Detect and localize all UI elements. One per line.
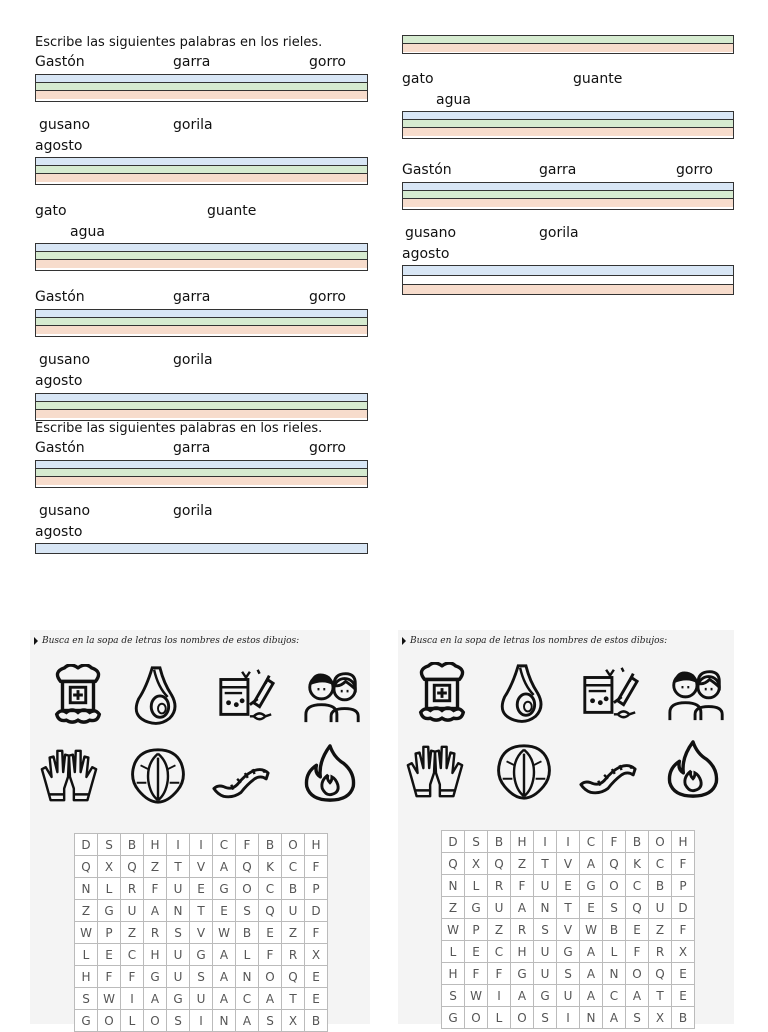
grid-cell: Z: [282, 922, 305, 944]
word-garra: garra: [173, 54, 211, 70]
grid-cell: S: [75, 988, 98, 1010]
word-garra: garra: [173, 289, 211, 305]
grid-cell: L: [98, 878, 121, 900]
word-gorila: gorila: [173, 503, 213, 519]
word-agosto: agosto: [402, 246, 450, 262]
grid-cell: A: [580, 963, 603, 985]
grid-cell: H: [511, 941, 534, 963]
grid-cell: P: [305, 878, 328, 900]
grid-cell: T: [282, 988, 305, 1010]
grid-cell: R: [144, 922, 167, 944]
grid-row: [442, 963, 695, 985]
grid-cell: E: [580, 897, 603, 919]
grid-cell: O: [144, 1010, 167, 1032]
grid-cell: E: [305, 966, 328, 988]
grid-cell: B: [488, 831, 511, 853]
word-guante: guante: [573, 71, 623, 87]
writing-rail: [35, 74, 368, 102]
word-gato: gato: [402, 71, 434, 87]
lettuce-icon: [127, 744, 189, 806]
grid-cell: W: [442, 919, 465, 941]
grid-row: [442, 831, 695, 853]
grid-cell: A: [213, 966, 236, 988]
children-icon: [666, 662, 728, 724]
grid-cell: G: [534, 985, 557, 1007]
candy-icon: [215, 664, 277, 726]
grid-row: [75, 834, 328, 856]
grid-cell: S: [236, 900, 259, 922]
grid-cell: C: [488, 941, 511, 963]
grid-cell: S: [626, 1007, 649, 1029]
grid-cell: U: [557, 985, 580, 1007]
grid-row: [75, 856, 328, 878]
grid-cell: A: [580, 985, 603, 1007]
word-gorro: gorro: [309, 289, 346, 305]
grid-cell: C: [259, 878, 282, 900]
grid-cell: N: [580, 1007, 603, 1029]
grid-row: [442, 1007, 695, 1029]
grid-cell: U: [534, 941, 557, 963]
grid-cell: D: [305, 900, 328, 922]
grid-cell: L: [236, 944, 259, 966]
grid-cell: O: [465, 1007, 488, 1029]
grid-row: [442, 941, 695, 963]
grid-cell: A: [213, 988, 236, 1010]
grid-cell: G: [75, 1010, 98, 1032]
word-gusano: gusano: [405, 225, 457, 241]
grid-cell: E: [259, 922, 282, 944]
grid-cell: V: [557, 919, 580, 941]
grid-cell: F: [259, 944, 282, 966]
grid-cell: L: [465, 875, 488, 897]
grid-cell: U: [167, 944, 190, 966]
grid-cell: A: [511, 897, 534, 919]
word-gaston: Gastón: [35, 289, 85, 305]
word-gaston: Gastón: [35, 440, 85, 456]
grid-cell: A: [580, 941, 603, 963]
word-agosto: agosto: [35, 524, 83, 540]
grid-cell: X: [305, 944, 328, 966]
bullet-icon: [34, 637, 38, 645]
grid-cell: G: [442, 1007, 465, 1029]
grid-row: [75, 988, 328, 1010]
grid-cell: Z: [511, 853, 534, 875]
grid-cell: H: [672, 831, 695, 853]
grid-cell: A: [580, 853, 603, 875]
grid-row: [75, 878, 328, 900]
grid-cell: O: [511, 1007, 534, 1029]
grid-cell: P: [98, 922, 121, 944]
wordsearch-panel: [30, 630, 370, 1028]
grid-cell: Z: [488, 919, 511, 941]
grid-cell: R: [649, 941, 672, 963]
grid-cell: O: [649, 831, 672, 853]
grid-cell: A: [626, 985, 649, 1007]
grid-cell: B: [626, 831, 649, 853]
grid-cell: E: [98, 944, 121, 966]
grid-cell: F: [672, 853, 695, 875]
grid-cell: C: [626, 875, 649, 897]
grid-cell: U: [534, 963, 557, 985]
grid-cell: N: [603, 963, 626, 985]
writing-rail: [402, 35, 734, 54]
word-agosto: agosto: [35, 138, 83, 154]
grid-cell: A: [236, 1010, 259, 1032]
word-gorro: gorro: [309, 54, 346, 70]
grid-cell: A: [603, 1007, 626, 1029]
grid-cell: T: [167, 856, 190, 878]
grid-cell: I: [488, 985, 511, 1007]
grid-cell: D: [75, 834, 98, 856]
grid-cell: E: [672, 963, 695, 985]
writing-rail: [35, 460, 368, 488]
grid-cell: B: [603, 919, 626, 941]
grid-cell: S: [98, 834, 121, 856]
grid-cell: W: [75, 922, 98, 944]
grid-cell: B: [259, 834, 282, 856]
lettuce-icon: [493, 740, 555, 802]
grid-cell: L: [488, 1007, 511, 1029]
grid-cell: I: [557, 1007, 580, 1029]
letter-grid: [74, 833, 328, 1032]
grid-cell: L: [75, 944, 98, 966]
grid-cell: S: [442, 985, 465, 1007]
grid-cell: F: [305, 856, 328, 878]
grid-cell: A: [144, 988, 167, 1010]
grid-cell: E: [626, 919, 649, 941]
grid-cell: C: [236, 988, 259, 1010]
grid-cell: A: [511, 985, 534, 1007]
grid-cell: Q: [121, 856, 144, 878]
fire-icon: [662, 738, 724, 800]
wordsearch-instruction: Busca en la sopa de letras los nombres de estos dibujos:: [402, 636, 667, 646]
word-gorila: gorila: [539, 225, 579, 241]
grid-row: [75, 966, 328, 988]
grid-cell: S: [534, 1007, 557, 1029]
writing-rail: [35, 543, 368, 554]
grid-cell: I: [167, 834, 190, 856]
grid-cell: X: [465, 853, 488, 875]
grid-cell: N: [534, 897, 557, 919]
grid-cell: Q: [75, 856, 98, 878]
grid-cell: U: [649, 897, 672, 919]
grid-cell: K: [626, 853, 649, 875]
grid-cell: T: [649, 985, 672, 1007]
grid-cell: F: [511, 875, 534, 897]
grid-cell: L: [442, 941, 465, 963]
grid-cell: G: [98, 900, 121, 922]
grid-cell: O: [626, 963, 649, 985]
grid-cell: H: [442, 963, 465, 985]
grid-cell: F: [603, 831, 626, 853]
grid-cell: S: [534, 919, 557, 941]
grid-cell: C: [580, 831, 603, 853]
grid-cell: Z: [442, 897, 465, 919]
grid-cell: S: [259, 1010, 282, 1032]
grid-cell: F: [121, 966, 144, 988]
grid-cell: H: [305, 834, 328, 856]
grid-cell: X: [282, 1010, 305, 1032]
grid-row: [442, 985, 695, 1007]
grid-cell: U: [190, 988, 213, 1010]
writing-rail: [402, 265, 734, 295]
grid-cell: E: [465, 941, 488, 963]
instruction-text: Escribe las siguientes palabras en los rieles.: [35, 35, 323, 50]
instruction-text: Escribe las siguientes palabras en los rieles.: [35, 421, 323, 436]
grid-cell: B: [121, 834, 144, 856]
grid-cell: G: [511, 963, 534, 985]
grid-cell: G: [144, 966, 167, 988]
grid-cell: T: [190, 900, 213, 922]
gloves-icon: [404, 740, 466, 802]
grid-cell: Q: [236, 856, 259, 878]
grid-cell: Z: [75, 900, 98, 922]
writing-rail: [35, 157, 368, 185]
grid-cell: F: [465, 963, 488, 985]
grid-cell: U: [488, 897, 511, 919]
grid-cell: X: [649, 1007, 672, 1029]
grid-cell: F: [236, 834, 259, 856]
grid-cell: X: [98, 856, 121, 878]
wordsearch-panel: [398, 630, 734, 1024]
grid-cell: U: [167, 878, 190, 900]
word-gorila: gorila: [173, 117, 213, 133]
grid-cell: Q: [442, 853, 465, 875]
grid-cell: H: [511, 831, 534, 853]
writing-rail: [402, 182, 734, 210]
grid-cell: F: [488, 963, 511, 985]
word-gaston: Gastón: [402, 162, 452, 178]
grid-cell: V: [190, 922, 213, 944]
grid-cell: E: [672, 985, 695, 1007]
grid-row: [442, 919, 695, 941]
grid-cell: P: [672, 875, 695, 897]
grid-cell: L: [121, 1010, 144, 1032]
grid-cell: I: [190, 1010, 213, 1032]
chef-hat-icon: [411, 662, 473, 724]
grid-cell: B: [236, 922, 259, 944]
bullet-icon: [402, 637, 406, 645]
grid-cell: F: [305, 922, 328, 944]
grid-cell: N: [236, 966, 259, 988]
grid-cell: Z: [649, 919, 672, 941]
grid-cell: A: [213, 944, 236, 966]
grid-cell: N: [213, 1010, 236, 1032]
children-icon: [302, 664, 364, 726]
grid-cell: U: [167, 966, 190, 988]
grid-cell: Z: [121, 922, 144, 944]
grid-cell: O: [282, 834, 305, 856]
grid-row: [75, 944, 328, 966]
grid-cell: A: [144, 900, 167, 922]
grid-cell: U: [534, 875, 557, 897]
grid-cell: Q: [488, 853, 511, 875]
grid-cell: W: [213, 922, 236, 944]
grid-cell: F: [98, 966, 121, 988]
grid-cell: G: [465, 897, 488, 919]
grid-cell: G: [190, 944, 213, 966]
grid-cell: H: [75, 966, 98, 988]
grid-row: [442, 875, 695, 897]
word-gorila: gorila: [173, 352, 213, 368]
grid-cell: I: [534, 831, 557, 853]
grid-cell: B: [649, 875, 672, 897]
grid-cell: C: [603, 985, 626, 1007]
grid-cell: C: [282, 856, 305, 878]
word-gaston: Gastón: [35, 54, 85, 70]
grid-cell: Q: [649, 963, 672, 985]
grid-cell: S: [167, 1010, 190, 1032]
grid-cell: C: [213, 834, 236, 856]
grid-cell: N: [442, 875, 465, 897]
grid-cell: C: [121, 944, 144, 966]
grid-cell: U: [121, 900, 144, 922]
word-gorro: gorro: [309, 440, 346, 456]
grid-cell: S: [190, 966, 213, 988]
grid-cell: E: [305, 988, 328, 1010]
grid-cell: H: [144, 834, 167, 856]
word-agua: agua: [70, 224, 105, 240]
grid-cell: F: [626, 941, 649, 963]
grid-cell: K: [259, 856, 282, 878]
grid-cell: N: [75, 878, 98, 900]
grid-cell: S: [557, 963, 580, 985]
grid-cell: R: [121, 878, 144, 900]
word-gusano: gusano: [39, 352, 91, 368]
grid-cell: E: [213, 900, 236, 922]
grid-row: [442, 853, 695, 875]
grid-cell: F: [672, 919, 695, 941]
chef-hat-icon: [47, 664, 109, 726]
avocado-icon: [127, 664, 189, 726]
grid-cell: Q: [282, 966, 305, 988]
word-gusano: gusano: [39, 503, 91, 519]
grid-cell: Q: [603, 853, 626, 875]
worm-icon: [210, 744, 272, 806]
grid-cell: L: [603, 941, 626, 963]
worm-icon: [577, 740, 639, 802]
grid-cell: P: [465, 919, 488, 941]
grid-cell: G: [557, 941, 580, 963]
word-agua: agua: [436, 92, 471, 108]
grid-cell: R: [511, 919, 534, 941]
grid-cell: F: [144, 878, 167, 900]
grid-cell: T: [534, 853, 557, 875]
grid-cell: H: [144, 944, 167, 966]
grid-cell: V: [557, 853, 580, 875]
grid-cell: B: [282, 878, 305, 900]
grid-cell: D: [672, 897, 695, 919]
grid-cell: I: [190, 834, 213, 856]
grid-cell: R: [488, 875, 511, 897]
grid-cell: V: [190, 856, 213, 878]
grid-row: [75, 922, 328, 944]
writing-rail: [35, 393, 368, 421]
grid-cell: T: [557, 897, 580, 919]
word-guante: guante: [207, 203, 257, 219]
grid-cell: I: [121, 988, 144, 1010]
grid-cell: W: [580, 919, 603, 941]
word-gato: gato: [35, 203, 67, 219]
writing-rail: [35, 309, 368, 337]
candy-icon: [579, 662, 641, 724]
wordsearch-instruction: Busca en la sopa de letras los nombres de estos dibujos:: [34, 636, 299, 646]
word-gusano: gusano: [39, 117, 91, 133]
grid-cell: D: [442, 831, 465, 853]
gloves-icon: [38, 744, 100, 806]
grid-cell: O: [603, 875, 626, 897]
grid-cell: A: [213, 856, 236, 878]
grid-cell: N: [167, 900, 190, 922]
avocado-icon: [493, 662, 555, 724]
grid-cell: R: [282, 944, 305, 966]
grid-cell: Q: [626, 897, 649, 919]
grid-cell: S: [167, 922, 190, 944]
grid-cell: B: [672, 1007, 695, 1029]
grid-cell: G: [580, 875, 603, 897]
writing-rail: [402, 111, 734, 139]
grid-cell: G: [167, 988, 190, 1010]
grid-cell: E: [190, 878, 213, 900]
grid-cell: E: [557, 875, 580, 897]
grid-cell: C: [649, 853, 672, 875]
fire-icon: [299, 742, 361, 804]
word-garra: garra: [173, 440, 211, 456]
writing-rail: [35, 243, 368, 271]
grid-cell: O: [98, 1010, 121, 1032]
grid-row: [75, 1010, 328, 1032]
grid-cell: U: [282, 900, 305, 922]
word-garra: garra: [539, 162, 577, 178]
grid-cell: W: [465, 985, 488, 1007]
grid-cell: Z: [144, 856, 167, 878]
grid-cell: G: [213, 878, 236, 900]
grid-row: [75, 900, 328, 922]
word-agosto: agosto: [35, 373, 83, 389]
grid-cell: I: [557, 831, 580, 853]
grid-cell: Q: [259, 900, 282, 922]
grid-cell: O: [236, 878, 259, 900]
word-gorro: gorro: [676, 162, 713, 178]
grid-cell: S: [465, 831, 488, 853]
grid-cell: A: [259, 988, 282, 1010]
grid-cell: B: [305, 1010, 328, 1032]
grid-cell: S: [603, 897, 626, 919]
grid-cell: W: [98, 988, 121, 1010]
grid-cell: X: [672, 941, 695, 963]
grid-row: [442, 897, 695, 919]
grid-cell: O: [259, 966, 282, 988]
letter-grid: [441, 830, 695, 1029]
